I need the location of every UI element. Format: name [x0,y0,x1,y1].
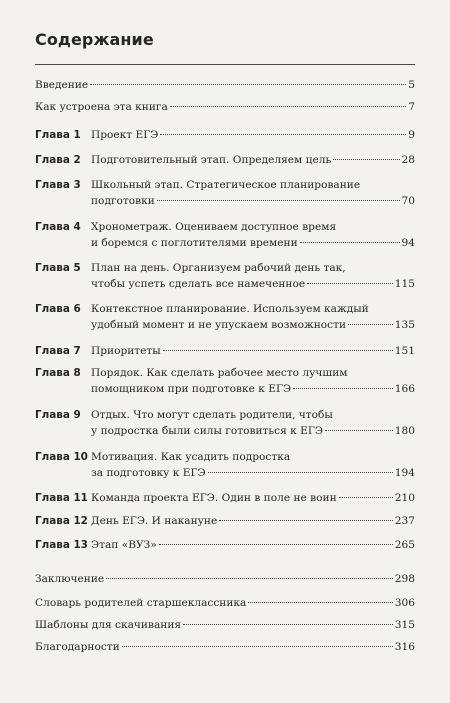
dot-leader [325,430,393,431]
dot-leader [293,388,393,389]
entry-title: Как устроена эта книга [35,101,168,113]
entry-title: Шаблоны для скачивания [35,619,182,631]
page-number: 7 [408,101,415,113]
dot-leader [90,84,406,85]
dot-leader [183,624,393,625]
title-rule [35,64,415,65]
entry-title: План на день. Организуем рабочий день так, [91,262,346,274]
page-number: 315 [394,619,415,631]
entry-title: Приоритеты [91,345,161,357]
dot-leader [163,350,393,351]
entry-title: Отдых. Что могут сделать родители, чтобы [91,409,333,421]
entry-title: Мотивация. Как усадить подростка [91,451,291,463]
entry-title: Заключение [35,573,105,585]
dot-leader [219,520,393,521]
chapter-label: Глава 7 [35,345,81,357]
chapter-label: Глава 11 [35,492,88,504]
page-number: 70 [401,194,415,207]
chapter-label: Глава 1 [35,129,81,141]
page-number: 194 [394,466,415,479]
dot-leader [339,497,393,498]
dot-leader [106,578,393,579]
page-number: 28 [401,154,415,166]
dot-leader [333,159,399,160]
chapter-label: Глава 8 [35,367,81,379]
dot-leader [160,134,406,135]
entry-title: Введение [35,79,89,91]
dot-leader [170,106,406,107]
page-number: 180 [394,424,415,437]
entry-title: за подготовку к ЕГЭ [91,466,206,479]
entry-title: подготовки [91,194,155,207]
page-number: 265 [394,539,415,551]
entry-title: Словарь родителей старшеклассника [35,597,247,609]
chapter-label: Глава 3 [35,179,81,191]
page-number: 9 [408,129,415,141]
page-number: 115 [394,277,415,290]
chapter-label: Глава 12 [35,515,88,527]
chapter-label: Глава 6 [35,303,81,315]
dot-leader [348,324,393,325]
entry-title: у подростка были силы готовиться к ЕГЭ [91,424,323,437]
dot-leader [122,646,393,647]
chapter-label: Глава 10 [35,451,88,463]
dot-leader [300,242,400,243]
entry-title: удобный момент и не упускаем возможности [91,318,347,331]
entry-title: Подготовительный этап. Определяем цель [91,154,332,166]
page-number: 5 [408,79,415,91]
page-number: 237 [394,515,415,527]
entry-title: Контекстное планирование. Используем каждый [91,303,369,315]
page-number: 210 [394,492,415,504]
page-number: 316 [394,641,415,653]
entry-title: и боремся с поглотителями времени [91,236,298,249]
chapter-label: Глава 13 [35,539,88,551]
chapter-label: Глава 5 [35,262,81,274]
dot-leader [248,602,392,603]
page-title: Содержание [35,30,154,49]
chapter-label: Глава 4 [35,221,81,233]
entry-title: Благодарности [35,641,120,653]
entry-title: День ЕГЭ. И накануне [91,515,218,527]
dot-leader [307,283,393,284]
page-number: 94 [401,236,415,249]
page-number: 151 [394,345,415,357]
entry-title: Порядок. Как сделать рабочее место лучшим [91,367,348,379]
chapter-label: Глава 9 [35,409,81,421]
entry-title: Хронометраж. Оцениваем доступное время [91,221,337,233]
entry-title: чтобы успеть сделать все намеченное [91,277,306,290]
dot-leader [159,544,393,545]
page-number: 135 [394,318,415,331]
entry-title: Этап «ВУЗ» [91,539,157,551]
page-number: 306 [394,597,415,609]
chapter-label: Глава 2 [35,154,81,166]
page-number: 298 [394,573,415,585]
entry-title: помощником при подготовке к ЕГЭ [91,382,292,395]
dot-leader [157,200,400,201]
entry-title: Проект ЕГЭ [91,129,159,141]
dot-leader [208,472,393,473]
entry-title: Команда проекта ЕГЭ. Один в поле не воин [91,492,337,504]
page-number: 166 [394,382,415,395]
entry-title: Школьный этап. Стратегическое планирование [91,179,361,191]
